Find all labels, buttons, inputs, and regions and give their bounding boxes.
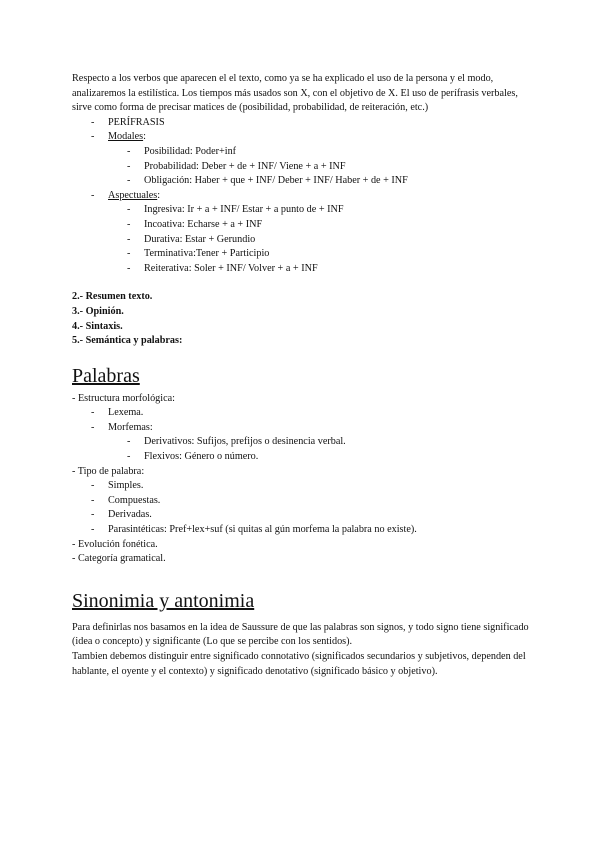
tipo-line: - Tipo de palabra:: [72, 465, 145, 477]
list-item: - Simples.: [72, 479, 532, 494]
list-item: - Flexivos: Género o número.: [108, 450, 532, 465]
section-semantica: 5.- Semántica y palabras:: [72, 335, 183, 347]
list-item: - Derivativos: Sufijos, prefijos o desinencia verbal.: [108, 435, 532, 450]
section-opinion: 3.- Opinión.: [72, 305, 124, 317]
lexema-item: - Lexema.: [72, 406, 532, 421]
morfemas-item: [72, 421, 532, 465]
list-item: - Obligación: Haber + que + INF/ Deber + INF/ Haber + de + INF: [108, 174, 532, 189]
list-item: - Ingresiva: Ir + a + INF/ Estar + a punto de + INF: [108, 203, 532, 218]
aspectuales-list: [108, 203, 532, 276]
intro-paragraph: Respecto a los verbos que aparecen el el texto, como ya se ha explicado el uso de la persona y el modo, analizaremos la estilística. Los tiempos más usados son X, con el objetivo de X. El uso de perífrasis verbales, sirve como forma de precisar matices de (posibilidad, probabilidad, de reiteración, etc.): [72, 73, 518, 114]
aspectuales-label: Aspectuales: [108, 189, 158, 201]
document-page: [72, 72, 532, 679]
estructura-list: [72, 406, 532, 464]
aspectuales-item: - Aspectuales: - Ingresiva: Ir + a + INF/ Estar + a punto de + INF - Incoativa: Echarse + a + INF - Durativa: Estar + Gerundio - Terminativa:Tener + Participio - Reiterativa: Soler + INF/ Volver + a + INF: [72, 189, 532, 277]
sinonimia-heading: Sinonimia y antonimia: [72, 589, 255, 612]
palabras-heading: Palabras: [72, 364, 140, 387]
tipo-list: [72, 479, 532, 537]
morfemas-list: [108, 435, 532, 464]
list-item: - Terminativa:Tener + Participio: [108, 247, 532, 262]
morfemas-label: Morfemas:: [108, 421, 153, 433]
modales-label: Modales: [108, 131, 144, 143]
section-resumen: 2.- Resumen texto.: [72, 291, 153, 303]
list-item: - Posibilidad: Poder+inf: [108, 145, 532, 160]
list-item: - Derivadas.: [72, 508, 532, 523]
perifrasis-title: - PERÍFRASIS: [72, 116, 532, 131]
list-item: - Durativa: Estar + Gerundio: [108, 233, 532, 248]
sinonimia-paragraph-2: Tambien debemos distinguir entre significado connotativo (significados secundarios y subjetivos, dependen del hablante, el oyente y el contexto) y significado denotativo (significado básico y objetivo).: [72, 651, 526, 677]
estructura-line: - Estructura morfológica:: [72, 392, 175, 404]
numbered-sections: [72, 290, 532, 348]
perifrasis-list: [72, 116, 532, 277]
list-item: - Parasintéticas: Pref+lex+suf (si quitas al gún morfema la palabra no existe).: [72, 523, 532, 538]
list-item: - Reiterativa: Soler + INF/ Volver + a + INF: [108, 262, 532, 277]
list-item: - Probabilidad: Deber + de + INF/ Viene + a + INF: [108, 160, 532, 175]
categoria-line: - Categoría gramatical.: [72, 553, 166, 565]
section-sintaxis: 4.- Sintaxis.: [72, 320, 123, 332]
modales-item: - Modales: - Posibilidad: Poder+inf - Probabilidad: Deber + de + INF/ Viene + a + INF - Obligación: Haber + que + INF/ Deber + INF/ Haber + de + INF: [72, 130, 532, 188]
list-item: - Incoativa: Echarse + a + INF: [108, 218, 532, 233]
sinonimia-paragraph-1: Para definirlas nos basamos en la idea de Saussure de que las palabras son signos, y todo signo tiene significado (idea o concepto) y significante (Lo que se percibe con los sentidos).: [72, 621, 529, 648]
evolucion-line: - Evolución fonética.: [72, 538, 158, 550]
modales-list: [108, 145, 532, 189]
list-item: - Compuestas.: [72, 494, 532, 509]
